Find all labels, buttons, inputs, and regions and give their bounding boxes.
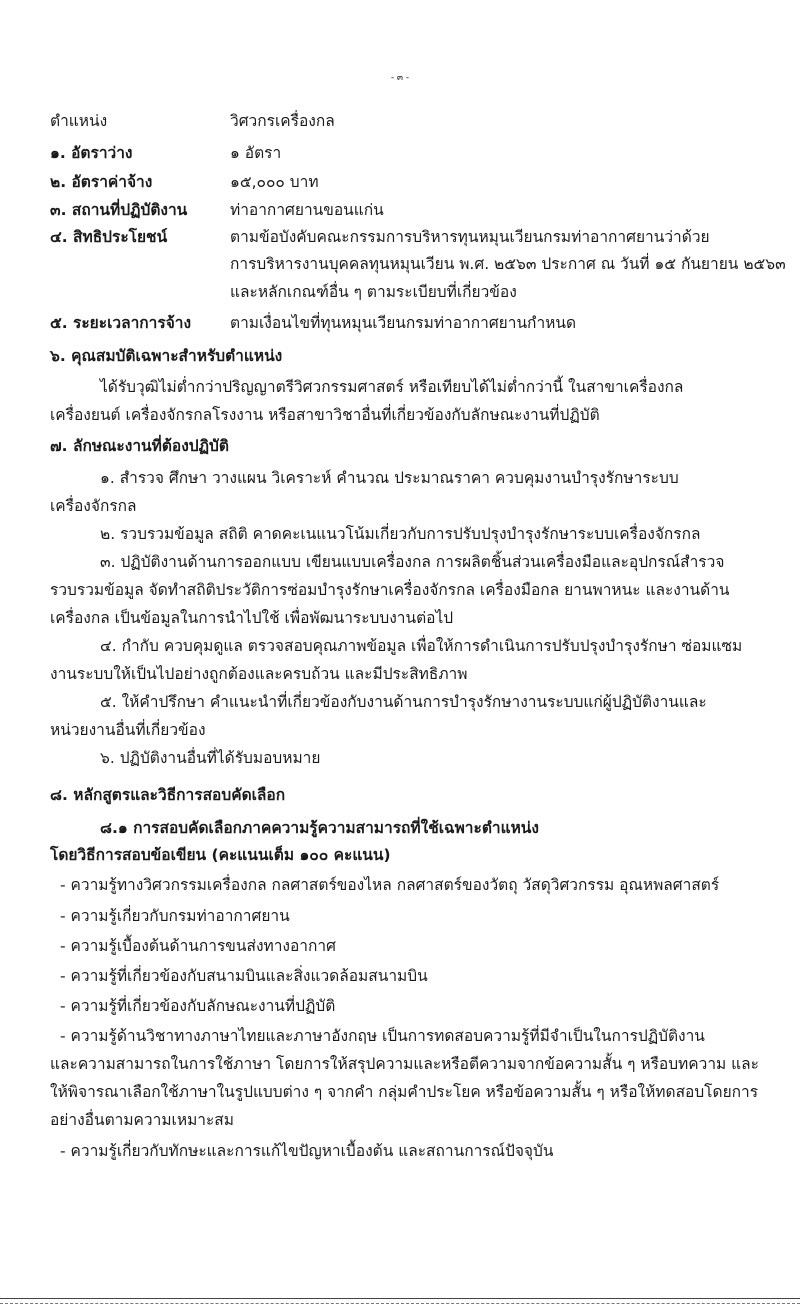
body-text: เครื่องยนต์ เครื่องจักรกลโรงงาน หรือสาขาวิชาอื่นที่เกี่ยวข้องกับลักษณะงานที่ปฏิบัติ [50, 406, 600, 424]
detail-value: การบริหารงานบุคคลทุนหมุนเวียน พ.ศ. ๒๕๖๓ ประกาศ ณ วันที่ ๑๕ กันยายน ๒๕๖๓ [230, 255, 786, 273]
list-item: ให้พิจารณาเลือกใช้ภาษาในรูปแบบต่าง ๆ จากคำ กลุ่มคำประโยค หรือข้อความสั้น ๆ หรือให้ทดสอบโดยการ [50, 1083, 759, 1101]
detail-value: ๑ อัตรา [230, 144, 282, 162]
detail-value: ตามเงื่อนไขที่ทุนหมุนเวียนกรมท่าอากาศยานกำหนด [230, 314, 577, 332]
position-label: ตำแหน่ง [50, 112, 108, 130]
body-text: งานระบบให้เป็นไปอย่างถูกต้องและครบถ้วน และมีประสิทธิภาพ [50, 665, 468, 683]
detail-label: ๒. อัตราค่าจ้าง [50, 173, 153, 191]
list-item: - ความรู้เกี่ยวกับทักษะและการแก้ไขปัญหาเบื้องต้น และสถานการณ์ปัจจุบัน [60, 1142, 554, 1160]
body-text: ได้รับวุฒิไม่ต่ำกว่าปริญญาตรีวิศวกรรมศาสตร์ หรือเทียบได้ไม่ต่ำกว่านี้ ในสาขาเครื่องกล [100, 378, 684, 396]
list-item: - ความรู้เกี่ยวกับกรมท่าอากาศยาน [60, 907, 290, 925]
body-text: เครื่องกล เป็นข้อมูลในการนำไปใช้ เพื่อพัฒนาระบบงานต่อไป [50, 609, 454, 627]
list-item: - ความรู้ที่เกี่ยวข้องกับลักษณะงานที่ปฏิบัติ [60, 997, 336, 1015]
sub-heading: ๘.๑ การสอบคัดเลือกภาคความรู้ความสามารถที่ใช้เฉพาะตำแหน่ง [100, 819, 539, 837]
body-text: ๓. ปฏิบัติงานด้านการออกแบบ เขียนแบบเครื่องกล การผลิตชิ้นส่วนเครื่องมือและอุปกรณ์สำรวจ [100, 553, 725, 571]
body-text: ๕. ให้คำปรึกษา คำแนะนำที่เกี่ยวข้องกับงานด้านการบำรุงรักษางานระบบแก่ผู้ปฏิบัติงานและ [100, 693, 707, 711]
body-text: ๑. สำรวจ ศึกษา วางแผน วิเคราะห์ คำนวณ ประมาณราคา ควบคุมงานบำรุงรักษาระบบ [100, 469, 679, 487]
position-value: วิศวกรเครื่องกล [230, 112, 335, 130]
exam-method: โดยวิธีการสอบข้อเขียน (คะแนนเต็ม ๑๐๐ คะแนน) [50, 846, 391, 864]
detail-value: และหลักเกณฑ์อื่น ๆ ตามระเบียบที่เกี่ยวข้อง [230, 283, 517, 301]
detail-value: ท่าอากาศยานขอนแก่น [230, 201, 384, 219]
detail-label: ๔. สิทธิประโยชน์ [50, 228, 168, 246]
detail-value: ๑๕,๐๐๐ บาท [230, 173, 319, 191]
body-text: ๖. ปฏิบัติงานอื่นที่ได้รับมอบหมาย [100, 749, 321, 767]
list-item: - ความรู้ทางวิศวกรรมเครื่องกล กลศาสตร์ของไหล กลศาสตร์ของวัตถุ วัสดุวิศวกรรม อุณหพลศาสตร์ [60, 876, 720, 894]
body-text: หน่วยงานอื่นที่เกี่ยวข้อง [50, 721, 206, 739]
body-text: ๔. กำกับ ควบคุมดูแล ตรวจสอบคุณภาพข้อมูล เพื่อให้การดำเนินการปรับปรุงบำรุงรักษา ซ่อมแซม [100, 637, 743, 655]
list-item: อย่างอื่นตามความเหมาะสม [50, 1111, 234, 1129]
section-heading: ๖. คุณสมบัติเฉพาะสำหรับตำแหน่ง [50, 347, 283, 365]
page-number: - ๓ - [390, 73, 410, 83]
page-bottom-rule [0, 1298, 800, 1304]
list-item: - ความรู้ที่เกี่ยวข้องกับสนามบินและสิ่งแวดล้อมสนามบิน [60, 967, 428, 985]
list-item: และความสามารถในการใช้ภาษา โดยการให้สรุปความและหรือตีความจากข้อความสั้น ๆ หรือบทความ และ [50, 1055, 759, 1073]
detail-value: ตามข้อบังคับคณะกรรมการบริหารทุนหมุนเวียนกรมท่าอากาศยานว่าด้วย [230, 228, 710, 246]
section-heading: ๗. ลักษณะงานที่ต้องปฏิบัติ [50, 437, 229, 455]
list-item: - ความรู้ด้านวิชาทางภาษาไทยและภาษาอังกฤษ เป็นการทดสอบความรู้ที่มีจำเป็นในการปฏิบัติงาน [60, 1027, 705, 1045]
detail-label: ๕. ระยะเวลาการจ้าง [50, 314, 192, 332]
body-text: ๒. รวบรวมข้อมูล สถิติ คาดคะเนแนวโน้มเกี่ยวกับการปรับปรุงบำรุงรักษาระบบเครื่องจักรกล [100, 525, 701, 543]
detail-label: ๑. อัตราว่าง [50, 144, 133, 162]
body-text: เครื่องจักรกล [50, 497, 137, 515]
list-item: - ความรู้เบื้องต้นด้านการขนส่งทางอากาศ [60, 937, 336, 955]
section-heading: ๘. หลักสูตรและวิธีการสอบคัดเลือก [50, 786, 286, 804]
body-text: รวบรวมข้อมูล จัดทำสถิติประวัติการซ่อมบำรุงรักษาเครื่องจักรกล เครื่องมือกล ยานพาหนะ และงานด้าน [50, 581, 730, 599]
detail-label: ๓. สถานที่ปฏิบัติงาน [50, 201, 188, 219]
